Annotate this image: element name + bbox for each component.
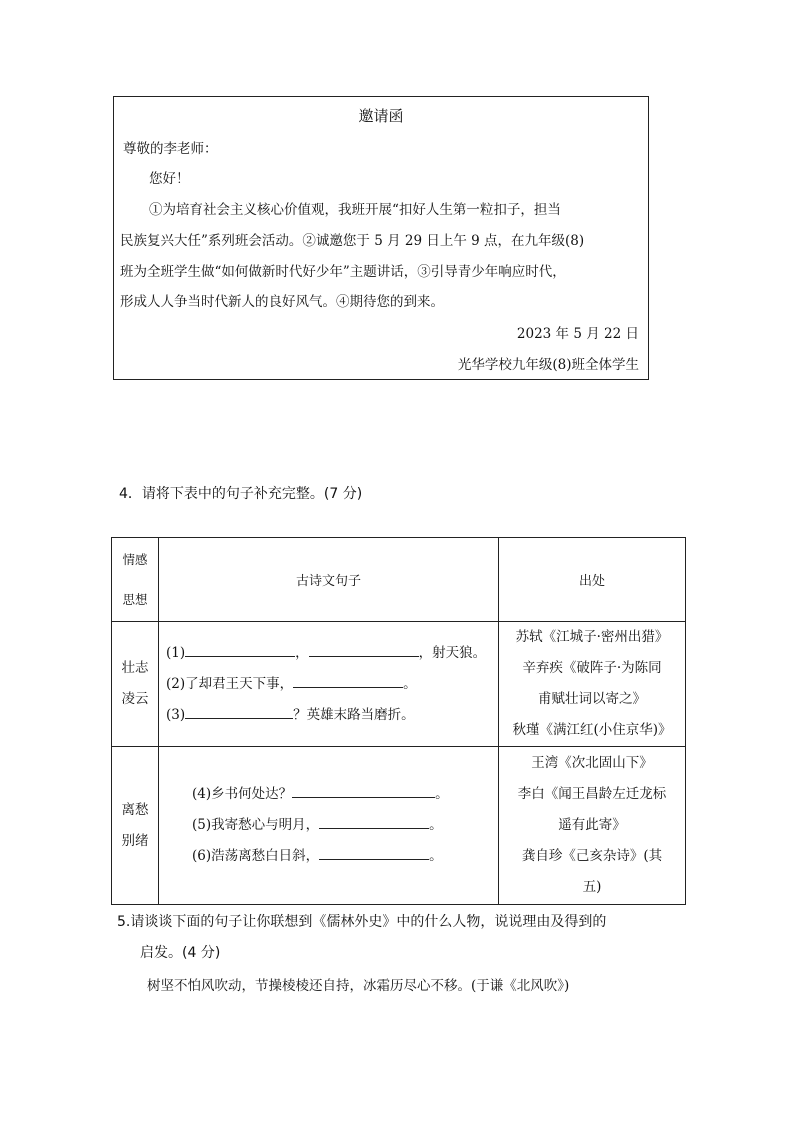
- fill-row-5: [192, 810, 498, 841]
- header-emotion-line-1: 情感: [122, 551, 148, 567]
- item-label: (1): [166, 644, 186, 661]
- item-tail: 。: [429, 817, 443, 833]
- answer-blank[interactable]: [185, 704, 293, 719]
- item-tail: 。: [429, 848, 443, 864]
- source-line: 王湾《次北固山下》: [531, 755, 653, 771]
- source-line: 李白《闻王昌龄左迁龙标: [517, 786, 667, 802]
- answer-blank[interactable]: [309, 642, 419, 657]
- answer-blank[interactable]: [319, 814, 429, 829]
- item-tail: 。: [435, 786, 449, 802]
- item-separator: ，: [295, 644, 309, 661]
- item-label: (3): [166, 706, 186, 723]
- source-line: 秋瑾《满江红(小住京华)》: [512, 722, 672, 738]
- letter-title: 邀请函: [358, 107, 404, 125]
- source-cell: [499, 747, 686, 905]
- source-line: 五): [582, 879, 602, 895]
- item-tail: ，射天狼。: [418, 644, 487, 661]
- letter-signature: 光华学校九年级(8)班全体学生: [457, 357, 639, 373]
- letter-greeting: 您好！: [149, 171, 190, 187]
- letter-body-line-4: 形成人人争当时代新人的良好风气。④期待您的到来。: [120, 294, 444, 310]
- item-label: (2)了却君王天下事，: [166, 675, 294, 692]
- header-sentences: 古诗文句子: [159, 538, 499, 622]
- table-row: [112, 622, 686, 747]
- header-emotion: [112, 538, 159, 622]
- source-cell: [499, 622, 686, 747]
- item-tail: 。: [403, 675, 417, 692]
- table-header-row: [112, 538, 686, 622]
- fill-row-2: [166, 669, 498, 700]
- letter-date: 2023 年 5 月 22 日: [516, 326, 639, 342]
- item-label: (5)我寄愁心与明月，: [192, 817, 320, 833]
- category-line-1: 离愁: [121, 801, 149, 818]
- invitation-letter-box: [113, 96, 649, 380]
- answer-blank[interactable]: [319, 845, 429, 860]
- header-source: 出处: [499, 538, 686, 622]
- question-5-quote: 树坚不怕风吹动，节操棱棱还自持，冰霜历尽心不移。(于谦《北风吹》): [147, 978, 570, 994]
- item-label: (4)乡书何处达？: [192, 786, 293, 802]
- fill-row-3: [166, 700, 498, 731]
- category-line-1: 壮志: [121, 660, 149, 676]
- fill-row-6: [192, 841, 498, 872]
- answer-blank[interactable]: [293, 673, 403, 688]
- sentences-cell: [159, 747, 499, 905]
- category-line-2: 凌云: [121, 691, 149, 707]
- question-5-prompt-line-2: 启发。(4 分): [140, 945, 221, 961]
- letter-body-line-3: 班为全班学生做“如何做新时代好少年”主题讲话，③引导青少年响应时代，: [120, 264, 566, 280]
- category-line-2: 别绪: [121, 832, 149, 849]
- source-line: 苏轼《江城子·密州出猎》: [515, 629, 669, 645]
- answer-blank[interactable]: [292, 783, 435, 798]
- fill-row-4: [192, 779, 498, 810]
- category-cell: [112, 747, 159, 905]
- source-line: 遥有此寄》: [558, 817, 626, 833]
- fill-row-1: [166, 638, 498, 669]
- item-label: (6)浩荡离愁白日斜，: [192, 848, 320, 864]
- question-4-prompt: 4．请将下表中的句子补充完整。(7 分): [119, 486, 363, 502]
- source-line: 龚自珍《己亥杂诗》(其: [521, 848, 663, 864]
- item-tail: ？英雄末路当磨折。: [293, 706, 415, 723]
- letter-salutation: 尊敬的李老师：: [123, 141, 218, 157]
- table-row: [112, 747, 686, 905]
- source-line: 甫赋壮词以寄之》: [538, 691, 646, 707]
- letter-body-line-1: ①为培育社会主义核心价值观，我班开展“扣好人生第一粒扣子，担当: [149, 202, 561, 218]
- answer-blank[interactable]: [185, 642, 295, 657]
- question-5-prompt-line-1: 5.请谈谈下面的句子让你联想到《儒林外史》中的什么人物，说说理由及得到的: [117, 914, 607, 930]
- source-line: 辛弃疾《破阵子·为陈同: [522, 660, 662, 676]
- category-cell: [112, 622, 159, 747]
- poem-table: [111, 537, 686, 905]
- letter-body-line-2: 民族复兴大任”系列班会活动。②诚邀您于 5 月 29 日上午 9 点，在九年级(8): [120, 233, 585, 249]
- sentences-cell: [159, 622, 499, 747]
- header-emotion-line-2: 思想: [122, 591, 148, 607]
